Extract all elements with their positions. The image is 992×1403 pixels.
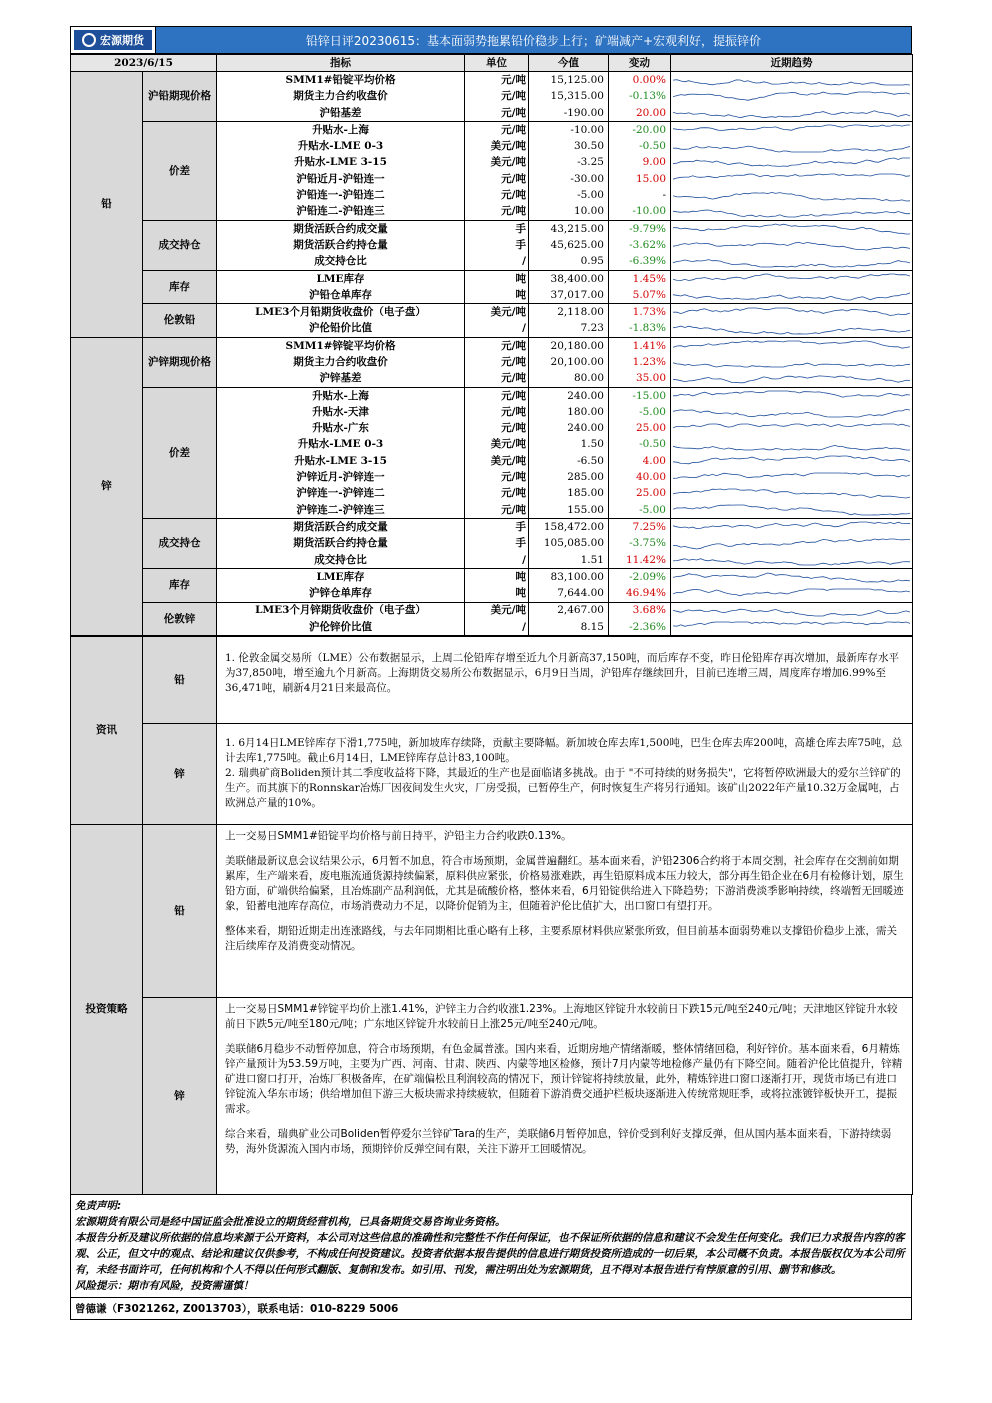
change-cell: 3.68% [609,602,671,619]
value-cell: -190.00 [529,105,609,122]
unit-cell: / [465,619,529,636]
trend-sparkline [671,254,913,271]
indicator-cell: 沪锌基差 [217,371,465,388]
change-cell: -2.09% [609,569,671,586]
indicator-cell: 成交持仓比 [217,552,465,569]
unit-cell: 元/吨 [465,187,529,203]
change-cell: -3.75% [609,536,671,552]
report-title: 铅锌日评20230615：基本面弱势拖累铅价稳步上行；矿端减产+宏观利好，提振锌价 [156,27,911,53]
indicator-cell: 升贴水-上海 [217,387,465,404]
unit-cell: / [465,552,529,569]
trend-sparkline [671,204,913,221]
indicator-cell: 沪铅基差 [217,105,465,122]
table-row [71,72,913,89]
value-cell: -6.50 [529,453,609,469]
indicator-cell: 升贴水-天津 [217,404,465,420]
indicator-cell: SMM1#锌锭平均价格 [217,338,465,355]
col-change: 变动 [609,55,671,72]
data-table [70,54,913,636]
indicator-cell: 沪锌仓单库存 [217,586,465,603]
table-row [71,220,913,237]
indicator-cell: 沪铅近月-沪铅连一 [217,171,465,187]
contact-line: 曾德谦（F3021262, Z0013703），联系电话：010-8229 5006 [70,1298,912,1320]
indicator-cell: 升贴水-广东 [217,421,465,437]
indicator-cell: 期货主力合约收盘价 [217,354,465,370]
value-cell: 1.51 [529,552,609,569]
strategy-lead-label: 铅 [143,825,217,998]
change-cell: 0.00% [609,72,671,89]
col-value: 今值 [529,55,609,72]
unit-cell: 元/吨 [465,421,529,437]
strategy-lead-p2: 美联储最新议息会议结果公示，6月暂不加息，符合市场预期，金属普遍翻红。基本面来看，沪铅2306合约将于本周交割，社会库存在交割前如期累库，生产端来看，废电瓶流通货源持续偏紧，原料供应紧张，价格易涨难跌，再生铅原料成本压力较大，部分再生铅企业在6月有检修计划，原生铅方面，矿端供给偏紧，且冶炼副产品利润低，尤其是硫酸价格，整体来看，6月铅锭供给进入下降趋势；下游消费淡季影响持续，终端暂无回暖迹象，铅蓄电池库存高位，市场消费动力不足，以降价促销为主，但随着沪伦比值扩大，出口窗口有望打开。 [225,855,904,913]
value-cell: 83,100.00 [529,569,609,586]
change-cell: 1.41% [609,338,671,355]
zinc-section-label: 锌 [71,338,143,636]
value-cell: 7.23 [529,321,609,338]
value-cell: 80.00 [529,371,609,388]
col-unit: 单位 [465,55,529,72]
trend-sparkline [671,304,913,321]
unit-cell: 美元/吨 [465,138,529,154]
logo-icon [82,33,96,47]
value-cell: 43,215.00 [529,220,609,237]
unit-cell: 吨 [465,569,529,586]
indicator-cell: 成交持仓比 [217,254,465,271]
col-indicator: 指标 [217,55,465,72]
change-cell: -5.00 [609,404,671,420]
table-row [71,270,913,287]
trend-sparkline [671,287,913,304]
change-cell: -5.00 [609,502,671,519]
trend-sparkline [671,155,913,171]
value-cell: -30.00 [529,171,609,187]
trend-sparkline [671,338,913,355]
value-cell: 7,644.00 [529,586,609,603]
value-cell: 155.00 [529,502,609,519]
value-cell: 180.00 [529,404,609,420]
table-row [71,387,913,404]
unit-cell: 元/吨 [465,371,529,388]
group-label: 伦敦锌 [143,602,217,636]
indicator-cell: SMM1#铅锭平均价格 [217,72,465,89]
value-cell: -3.25 [529,155,609,171]
table-row [71,338,913,355]
indicator-cell: 期货活跃合约成交量 [217,519,465,536]
change-cell: 7.25% [609,519,671,536]
change-cell: 1.73% [609,304,671,321]
indicator-cell: 升贴水-LME 3-15 [217,453,465,469]
strategy-zinc-p2: 美联储6月稳步不动暂停加息，符合市场预期，有色金属普涨。国内来看，近期房地产情绪渐暖，整体情绪回稳，利好锌价。基本面来看，6月精炼锌产量预计为53.59万吨，主要为广西、河南、甘肃、陕西、内蒙等地区检修，预计7月内蒙等地检修产量仍有下降空间。随着沪伦比值提升，锌精矿进口窗口打开，冶炼厂积极备库，在矿端偏松且利润较高的情况下，预计锌锭将持续放量，此外，精炼锌进口窗口逐渐打开，现货市场已有进口锌锭流入华东市场；供给增加但下游三大板块需求持续疲软，但随着下游消费交通护栏板块逐渐进入传统常规旺季，或将拉涨镀锌板快开工，提振需求。 [225,1043,903,1116]
change-cell: 5.07% [609,287,671,304]
trend-sparkline [671,536,913,552]
trend-sparkline [671,354,913,370]
unit-cell: 美元/吨 [465,602,529,619]
unit-cell: 美元/吨 [465,155,529,171]
unit-cell: 元/吨 [465,89,529,105]
trend-sparkline [671,421,913,437]
change-cell: 4.00 [609,453,671,469]
trend-sparkline [671,270,913,287]
trend-sparkline [671,105,913,122]
value-cell: 45,625.00 [529,237,609,253]
trend-sparkline [671,569,913,586]
value-cell: 8.15 [529,619,609,636]
value-cell: 2,118.00 [529,304,609,321]
col-date: 2023/6/15 [71,55,217,72]
group-label: 沪锌期现价格 [143,338,217,388]
unit-cell: 元/吨 [465,105,529,122]
value-cell: -10.00 [529,122,609,139]
unit-cell: 手 [465,220,529,237]
value-cell: 0.95 [529,254,609,271]
trend-sparkline [671,72,913,89]
group-label: 沪铅期现价格 [143,72,217,122]
value-cell: 240.00 [529,421,609,437]
indicator-cell: 沪伦铅价比值 [217,321,465,338]
unit-cell: 元/吨 [465,122,529,139]
change-cell: -15.00 [609,387,671,404]
trend-sparkline [671,404,913,420]
change-cell: 46.94% [609,586,671,603]
indicator-cell: LME3个月锌期货收盘价（电子盘） [217,602,465,619]
indicator-cell: 升贴水-LME 0-3 [217,138,465,154]
value-cell: -5.00 [529,187,609,203]
trend-sparkline [671,321,913,338]
unit-cell: 元/吨 [465,387,529,404]
unit-cell: 手 [465,536,529,552]
unit-cell: 元/吨 [465,171,529,187]
unit-cell: 手 [465,519,529,536]
unit-cell: 美元/吨 [465,453,529,469]
indicator-cell: 期货主力合约收盘价 [217,89,465,105]
value-cell: 1.50 [529,437,609,453]
unit-cell: 吨 [465,287,529,304]
unit-cell: 元/吨 [465,204,529,221]
trend-sparkline [671,387,913,404]
indicator-cell: LME3个月铅期货收盘价（电子盘） [217,304,465,321]
value-cell: 37,017.00 [529,287,609,304]
col-trend: 近期趋势 [671,55,913,72]
info-zinc-label: 锌 [143,724,217,825]
value-cell: 240.00 [529,387,609,404]
change-cell: -10.00 [609,204,671,221]
table-row [71,122,913,139]
indicator-cell: 升贴水-上海 [217,122,465,139]
indicator-cell: 升贴水-LME 3-15 [217,155,465,171]
change-cell: 40.00 [609,469,671,485]
trend-sparkline [671,89,913,105]
group-label: 成交持仓 [143,220,217,270]
unit-cell: 元/吨 [465,469,529,485]
indicator-cell: LME库存 [217,270,465,287]
info-table [70,636,913,1195]
value-cell: 285.00 [529,469,609,485]
indicator-cell: LME库存 [217,569,465,586]
trend-sparkline [671,619,913,636]
unit-cell: 元/吨 [465,502,529,519]
unit-cell: 美元/吨 [465,304,529,321]
unit-cell: 元/吨 [465,486,529,502]
info-lead-text: 1. 伦敦金属交易所（LME）公布数据显示，上周二伦铅库存增至近九个月新高37,150吨，而后库存不变，昨日伦铅库存再次增加，最新库存水平为37,850吨，增至逾九个月新高。上海期货交易所公布数据显示，6月9日当周，沪铅库存继续回升，目前已连增三周，周度库存增加6.99%至36,471吨，刷新4月21日来最高位。 [217,637,913,724]
indicator-cell: 沪铅连一-沪铅连二 [217,187,465,203]
group-label: 库存 [143,270,217,304]
indicator-cell: 沪锌近月-沪锌连一 [217,469,465,485]
trend-sparkline [671,453,913,469]
unit-cell: 元/吨 [465,72,529,89]
trend-sparkline [671,122,913,139]
column-header-row [71,55,913,72]
value-cell: 185.00 [529,486,609,502]
disclaimer-risk: 风险提示：期市有风险，投资需谨慎！ [75,1280,254,1293]
logo-text: 宏源期货 [100,34,144,47]
indicator-cell: 期货活跃合约成交量 [217,220,465,237]
value-cell: 158,472.00 [529,519,609,536]
value-cell: 10.00 [529,204,609,221]
strategy-lead-p1: 上一交易日SMM1#铅锭平均价格与前日持平，沪铅主力合约收跌0.13%。 [225,830,572,843]
info-label: 资讯 [71,637,143,825]
trend-sparkline [671,519,913,536]
strategy-label: 投资策略 [71,825,143,1195]
unit-cell: 吨 [465,270,529,287]
change-cell: 35.00 [609,371,671,388]
trend-sparkline [671,138,913,154]
strategy-zinc-p1: 上一交易日SMM1#锌锭平均价上涨1.41%，沪锌主力合约收涨1.23%。上海地区锌锭升水较前日下跌15元/吨至240元/吨；天津地区锌锭升水较前日下跌5元/吨至180元/吨；广东地区锌锭升水较前日上涨25元/吨至240元/吨。 [225,1003,898,1031]
change-cell: -6.39% [609,254,671,271]
change-cell: 11.42% [609,552,671,569]
change-cell: 1.45% [609,270,671,287]
report-page [70,26,912,1320]
table-row [71,569,913,586]
indicator-cell: 沪铅仓单库存 [217,287,465,304]
change-cell: -3.62% [609,237,671,253]
change-cell: 1.23% [609,354,671,370]
change-cell: 25.00 [609,421,671,437]
trend-sparkline [671,371,913,388]
unit-cell: / [465,321,529,338]
trend-sparkline [671,552,913,569]
group-label: 成交持仓 [143,519,217,569]
change-cell: 15.00 [609,171,671,187]
info-zinc-text [217,724,913,825]
change-cell: - [609,187,671,203]
change-cell: 20.00 [609,105,671,122]
trend-sparkline [671,486,913,502]
change-cell: 25.00 [609,486,671,502]
disclaimer [70,1195,912,1298]
change-cell: -20.00 [609,122,671,139]
strategy-lead-text [217,825,913,998]
value-cell: 38,400.00 [529,270,609,287]
change-cell: -0.50 [609,437,671,453]
value-cell: 105,085.00 [529,536,609,552]
unit-cell: 元/吨 [465,338,529,355]
disclaimer-p2: 本报告分析及建议所依据的信息均来源于公开资料，本公司对这些信息的准确性和完整性不作任何保证，也不保证所依据的信息和建议不会发生任何变化。我们已力求报告内容的客观、公正，但文中的观点、结论和建议仅供参考，不构成任何投资建议。投资者依据本报告提供的信息进行期货投资所造成的一切后果，本公司概不负责。本报告版权仅为本公司所有，未经书面许可，任何机构和个人不得以任何形式翻版、复制和发布。如引用、刊发，需注明出处为宏源期货，且不得对本报告进行有悖原意的引用、删节和修改。 [75,1232,905,1277]
value-cell: 2,467.00 [529,602,609,619]
value-cell: 15,125.00 [529,72,609,89]
report-header [70,26,912,54]
unit-cell: / [465,254,529,271]
value-cell: 20,100.00 [529,354,609,370]
indicator-cell: 沪伦锌价比值 [217,619,465,636]
trend-sparkline [671,237,913,253]
unit-cell: 吨 [465,586,529,603]
group-label: 价差 [143,122,217,221]
indicator-cell: 沪锌连二-沪锌连三 [217,502,465,519]
change-cell: -9.79% [609,220,671,237]
value-cell: 30.50 [529,138,609,154]
change-cell: 9.00 [609,155,671,171]
value-cell: 20,180.00 [529,338,609,355]
indicator-cell: 期货活跃合约持仓量 [217,237,465,253]
trend-sparkline [671,171,913,187]
change-cell: -2.36% [609,619,671,636]
trend-sparkline [671,220,913,237]
strategy-zinc-text [217,998,913,1195]
table-row [71,602,913,619]
disclaimer-p1: 宏源期货有限公司是经中国证监会批准设立的期货经营机构，已具备期货交易咨询业务资格。 [75,1216,506,1229]
trend-sparkline [671,502,913,519]
unit-cell: 美元/吨 [465,437,529,453]
unit-cell: 元/吨 [465,404,529,420]
info-zinc-item-2: 2. 瑞典矿商Boliden预计其二季度收益将下降，其最近的生产也是面临诸多挑战。由于 "不可持续的财务损失"，它将暂停欧洲最大的爱尔兰锌矿的生产。而其旗下的Ronnskar冶炼厂因夜间发生火灾，厂房受损，已暂停生产，何时恢复生产将另行通知。该矿山2022年产量10.32万金属吨，占欧洲总产量的10%。 [225,767,901,810]
unit-cell: 手 [465,237,529,253]
trend-sparkline [671,602,913,619]
indicator-cell: 期货活跃合约持仓量 [217,536,465,552]
trend-sparkline [671,187,913,203]
strategy-lead-p3: 整体来看，期铅近期走出连涨路线，与去年同期相比重心略有上移，主要系原材料供应紧张所致，但目前基本面弱势难以支撑铅价稳步上涨，需关注后续库存及消费变动情况。 [225,925,897,953]
strategy-zinc-label: 锌 [143,998,217,1195]
table-row [71,519,913,536]
indicator-cell: 沪锌连一-沪锌连二 [217,486,465,502]
table-row [71,304,913,321]
change-cell: -1.83% [609,321,671,338]
trend-sparkline [671,586,913,603]
lead-section-label: 铅 [71,72,143,338]
value-cell: 15,315.00 [529,89,609,105]
trend-sparkline [671,469,913,485]
strategy-zinc-p3: 综合来看，瑞典矿业公司Boliden暂停爱尔兰锌矿Tara的生产，美联储6月暂停加息，锌价受到利好支撑反弹，但从国内基本面来看，下游持续弱势，海外货源流入国内市场，预期锌价反弹空间有限，关注下游开工回暖情况。 [225,1128,892,1156]
info-lead-label: 铅 [143,637,217,724]
company-logo [71,27,156,53]
indicator-cell: 升贴水-LME 0-3 [217,437,465,453]
group-label: 库存 [143,569,217,603]
group-label: 伦敦铅 [143,304,217,338]
disclaimer-title: 免责声明: [75,1200,122,1213]
group-label: 价差 [143,387,217,518]
change-cell: -0.50 [609,138,671,154]
unit-cell: 元/吨 [465,354,529,370]
change-cell: -0.13% [609,89,671,105]
indicator-cell: 沪铅连二-沪铅连三 [217,204,465,221]
info-zinc-item-1: 1. 6月14日LME锌库存下滑1,775吨，新加坡库存续降，贡献主要降幅。新加坡仓库去库1,500吨，巴生仓库去库200吨，高雄仓库去库75吨，总计去库1,775吨。截止6月14日，LME锌库存总计83,100吨。 [225,737,903,765]
trend-sparkline [671,437,913,453]
